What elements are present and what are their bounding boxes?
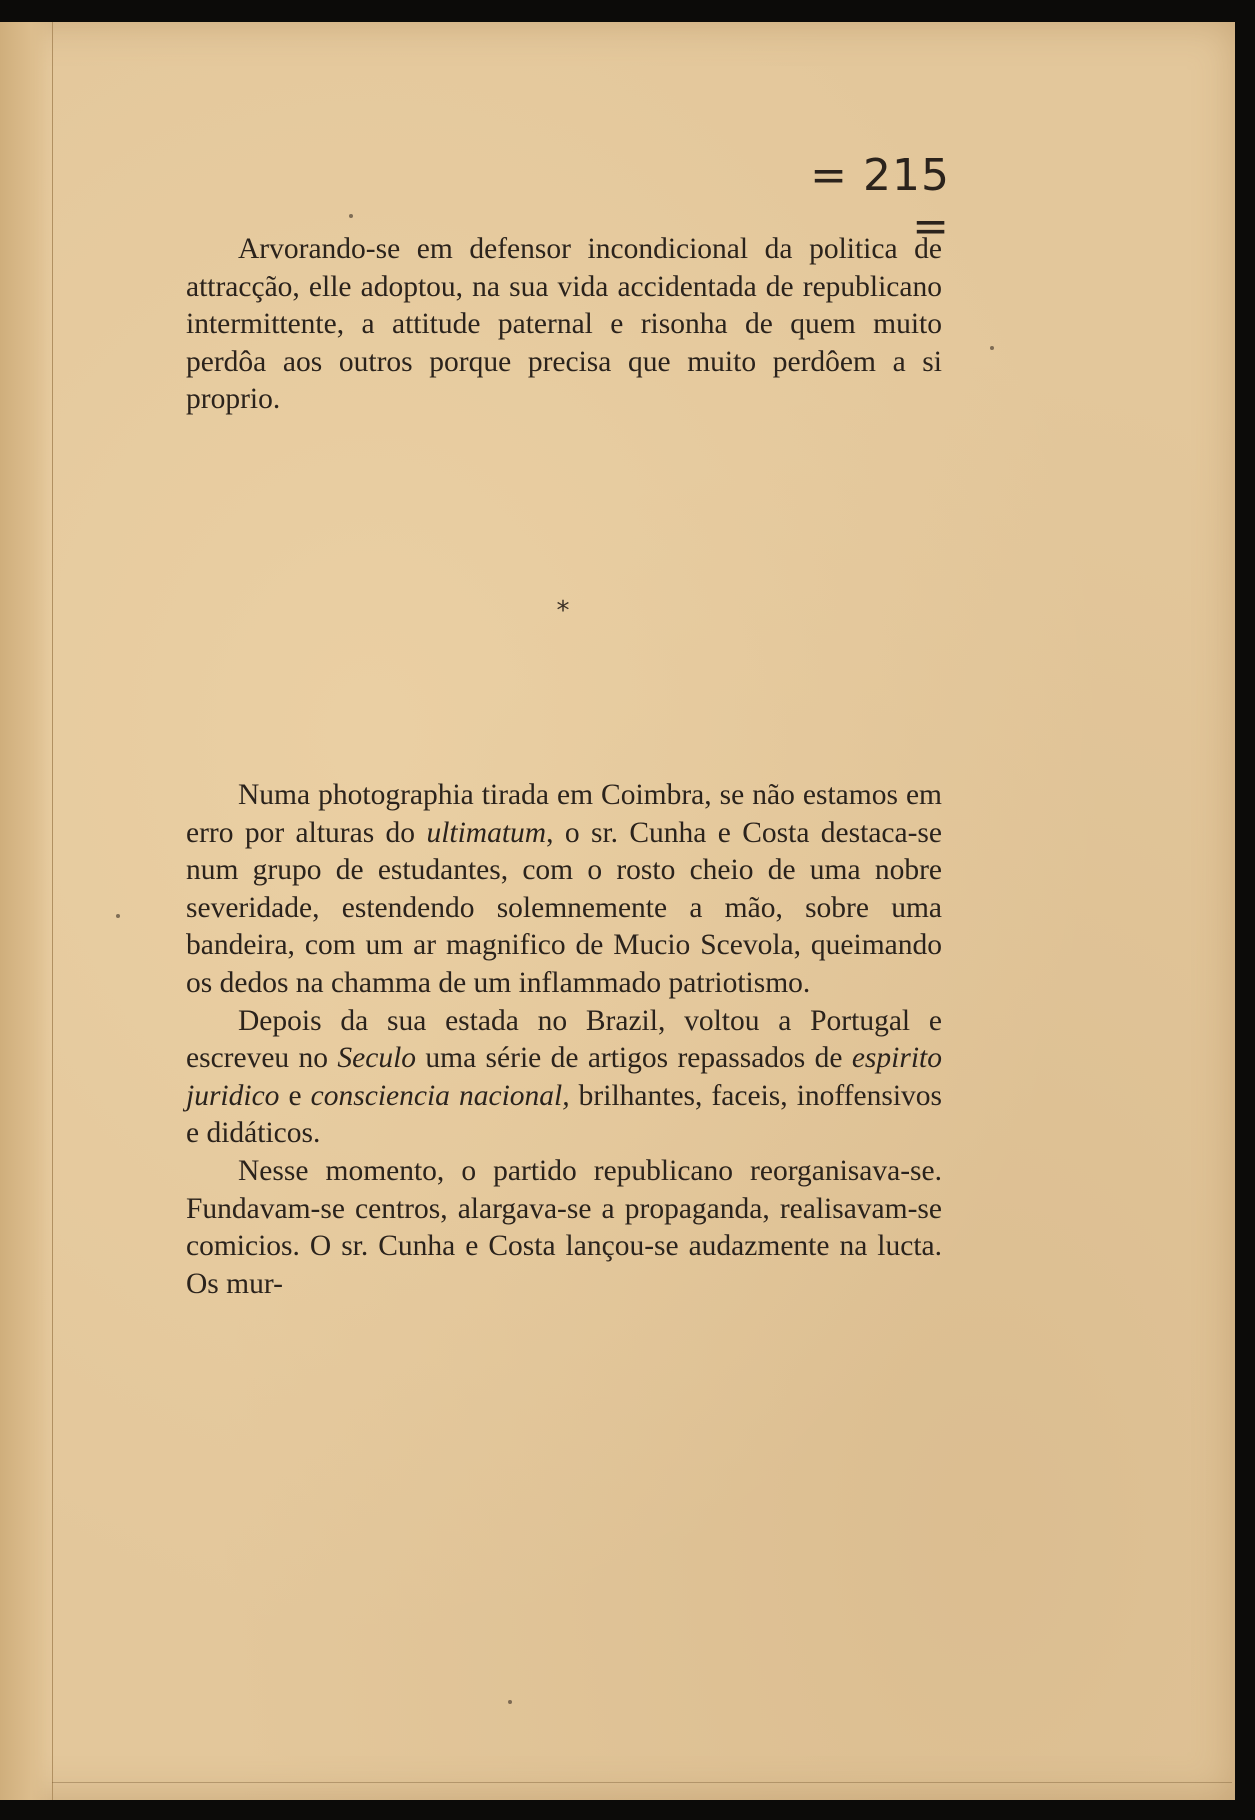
paragraph-text: Depois da sua estada no Brazil, voltou a Portugal e escreveu no [186,1004,942,1075]
paragraph-arvorando: Arvorando-se em defensor incondicional da politica de attracção, elle adoptou, na sua vida accidentada de republicano intermittente, a attitude paternal e risonha de quem muito perdôa aos outros porque precisa que muito perdôem a si proprio. [186,233,942,416]
paper-speck [508,1700,512,1704]
page-number: = 215 = [810,150,950,252]
italic-term: consciencia nacional, [310,1079,570,1112]
text-block-main [186,777,942,1303]
italic-term: ultimatum [426,816,547,849]
paragraph-text: brilhantes, faceis, inoffensivos e didáticos. [186,1079,943,1150]
bottom-rule [52,1782,1232,1783]
italic-term: Seculo [337,1042,417,1075]
paper-speck [990,346,994,350]
italic-term: espirito juridico [186,1042,942,1112]
paper-speck [116,914,120,918]
page-binding-edge [0,22,53,1800]
paragraph-partido: Nesse momento, o partido republicano reorganisava-se. Fundavam-se centros, alargava-se a propaganda, realisavam-se comicios. O sr. Cunha e Costa lançou-se audazmente na lucta. Os mur- [186,1154,942,1300]
paper-speck [349,214,353,218]
paragraph-text: e [279,1079,311,1112]
paragraph-text: Numa photographia tirada em Coimbra, se não estamos em erro por alturas do [186,779,942,849]
paragraph-brazil [186,1003,942,1153]
paragraph-text: uma série de artigos repassados de [416,1042,852,1075]
text-block-top [186,231,942,419]
paragraph-text: , o sr. Cunha e Costa destaca-se num grupo de estudantes, com o rosto cheio de uma nobre severidade, estendendo solemnemente a mão, sobre uma bandeira, com um ar magnifico de Mucio Scevola, queimando os dedos na chamma de um inflammado patriotismo. [186,816,942,999]
section-asterism: * [556,596,570,626]
paragraph-photographia [186,777,942,1003]
